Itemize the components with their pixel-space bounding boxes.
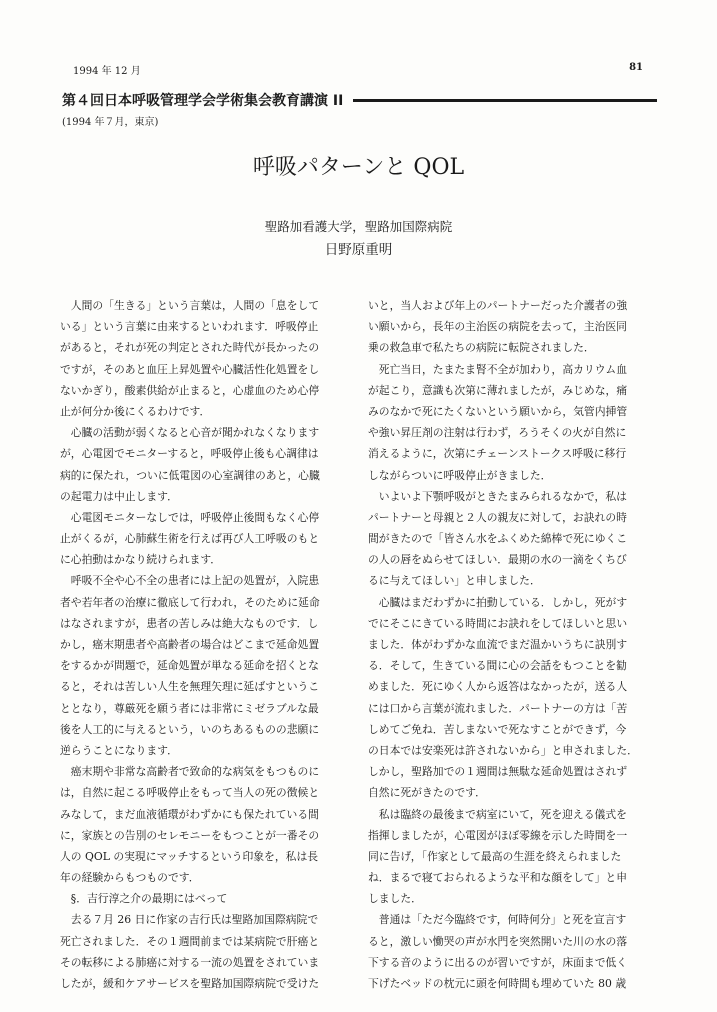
text-line: 心電図モニターなしでは，呼吸停止後間もなく心停 [60, 510, 320, 524]
text-line: 同に告げ，「作家として最高の生涯を終えられました [368, 849, 622, 863]
text-line: 去る７月 26 日に作家の吉行氏は聖路加国際病院で [60, 913, 319, 927]
text-line: 普通は「ただ今臨終です，何時何分」と死を宣言す [368, 913, 627, 927]
text-line: 心臓はまだわずかに拍動している．しかし，死がす [368, 595, 628, 609]
text-line: 呼吸不全や心不全の患者には上記の処置が，入院患 [60, 574, 320, 588]
text-line: や強い昇圧剤の注射は行わず，ろうそくの火が自然に [368, 426, 627, 440]
text-line: 死亡されました．その１週間前までは某病院で肝癌と [60, 934, 320, 948]
text-line: かし，癌末期患者や高齢者の場合はどこまで延命処置 [60, 638, 320, 651]
text-line: 者や若年者の治療に徹底して行われ，そのために延命 [60, 595, 320, 609]
series-rule [353, 99, 657, 102]
text-line: の日本では安楽死は許されないから」と申されました． [368, 743, 638, 757]
text-line: に，家族との告別のセレモニーをもつことが一番その [60, 828, 320, 842]
text-line: の起電力は中止します． [60, 489, 178, 503]
series-subtitle: (1994 年７月，東京) [62, 117, 159, 128]
text-line: があると，それが死の判定とされた時代が長かったの [60, 341, 320, 355]
text-line: 乗の救急車で私たちの病院に転院されました． [368, 341, 595, 355]
text-line: みなして，まだ血液循環がわずかにも保たれている間 [60, 807, 319, 821]
text-line: 下げたベッドの枕元に頭を何時間も埋めていた 80 歳 [368, 977, 627, 990]
text-line: ると，激しい慟哭の声が水門を突然開いた川の水の落 [368, 934, 628, 948]
text-line: 止が何分か後にくるわけです． [60, 404, 211, 418]
text-line: みのなかで死にたくないという願いから，気管内挿管 [368, 404, 628, 418]
text-line: 止がくるが，心肺蘇生術を行えば再び人工呼吸のもと [60, 532, 320, 546]
text-line: をするかが問題で，延命処置が単なる延命を招くとな [60, 659, 319, 673]
text-line: 私は臨終の最後まで病室にいて，死を迎える儀式を [368, 807, 627, 821]
text-line: が起こり，意識も次第に薄れましたが，みじめな，痛 [368, 383, 628, 397]
text-line: しかし，聖路加での１週間は無駄な延命処置はされず [368, 765, 628, 779]
text-line: しながらついに呼吸停止がきました． [368, 468, 552, 482]
author-affiliation: 聖路加看護大学，聖路加国際病院 [264, 219, 453, 234]
series-heading [62, 90, 657, 110]
page-number: 81 [629, 62, 643, 73]
header-date: 1994 年 12 月 [73, 66, 141, 77]
text-line: その転移による肺癌に対する一流の処置をされていま [60, 955, 320, 969]
text-line: が，心電図でモニターすると，呼吸停止後も心調律は [60, 447, 319, 461]
text-line: 癌末期や非常な高齢者で致命的な病気をもつものに [60, 765, 320, 779]
text-line: めました．死にゆく人から返答はなかったが，送る人 [368, 680, 628, 694]
text-line: 指揮しましたが，心電図がほぼ零線を示した時間を一 [368, 828, 628, 842]
text-line: は，自然に起こる呼吸停止をもって当人の死の徴候と [60, 786, 320, 800]
text-line: パートナーと母親と２人の親友に対して，お訣れの時 [368, 510, 627, 524]
article-title: 呼吸パターンと QOL [252, 155, 465, 180]
text-line: 人間の「生きる」という言葉は，人間の「息をして [60, 299, 320, 312]
text-line: の人の唇をぬらせてほしい．最期の水の一滴をくちび [368, 553, 627, 567]
right-column [368, 295, 658, 994]
text-line: §．吉行淳之介の最期にはべって [60, 892, 228, 906]
text-line: はなされますが，患者の苦しみは絶大なものです．し [60, 616, 319, 630]
text-line: ないかぎり，酸素供給が止まると，心虚血のため心停 [60, 383, 320, 397]
text-line: でにそこにきている時間にお訣れをしてほしいと思い [368, 616, 628, 630]
text-line: には口から言葉が流れました．パートナーの方は「苦 [368, 701, 628, 715]
text-line: 下する音のように出るのが習いですが，床面まで低く [368, 955, 628, 969]
text-line: 間がきたので「皆さん水をふくめた綿棒で死にゆくこ [368, 532, 628, 546]
text-line: いよいよ下顎呼吸がときたまみられるなかで，私は [368, 489, 627, 503]
left-column [60, 295, 350, 994]
author-name: 日野原重明 [324, 242, 393, 258]
text-line: るに与えてほしい」と申しました． [368, 574, 541, 588]
text-line: い願いから，長年の主治医の病院を去って，主治医同 [368, 320, 627, 334]
text-line: 後を人工的に与えるという，いのちあるものの悲願に [60, 722, 320, 736]
text-line: 自然に死がきたのです． [368, 786, 486, 800]
text-line: したが，緩和ケアサービスを聖路加国際病院で受けた [60, 977, 320, 990]
text-line: ですが，そのあと血圧上昇処置や心臓活性化処置をし [60, 362, 320, 376]
text-line: 死亡当日，たまたま腎不全が加わり，高カリウム血 [368, 362, 628, 376]
text-line: 消えるように，次第にチェーンストークス呼吸に移行 [368, 447, 627, 461]
text-line: いと，当人および年上のパートナーだった介護者の強 [368, 299, 628, 312]
text-line: しめてご免ね．苦しまないで死なすことができず，今 [368, 722, 627, 736]
text-line: ね．まるで寝ておられるような平和な顔をして」と申 [368, 871, 628, 885]
text-line: ると，それは苦しい人生を無理矢理に延ばすというこ [60, 680, 320, 694]
text-line: 年の経験からもつものです． [60, 871, 200, 885]
text-line: ました．体がわずかな血流でまだ温かいうちに訣別す [368, 638, 628, 651]
text-line: 逆らうことになります． [60, 743, 178, 757]
text-line: ととなり，尊厳死を願う者には非常にミゼラブルな最 [60, 701, 319, 715]
text-line: 人の QOL の実現にマッチするという印象を，私は長 [60, 849, 319, 863]
text-line: 病的に保たれ，ついに低電図の心室調律のあと，心臓 [60, 468, 320, 482]
text-line: しました． [368, 892, 422, 906]
series-title: 第４回日本呼吸管理学会学術集会教育講演 II [62, 93, 344, 109]
text-line: に心拍動はかなり続けられます． [60, 553, 222, 567]
text-line: いる」という言葉に由来するといわれます．呼吸停止 [60, 320, 319, 334]
text-line: 心臓の活動が弱くなると心音が聞かれなくなります [60, 426, 320, 440]
text-line: る．そして，生きている間に心の会話をもつことを勧 [368, 659, 627, 673]
